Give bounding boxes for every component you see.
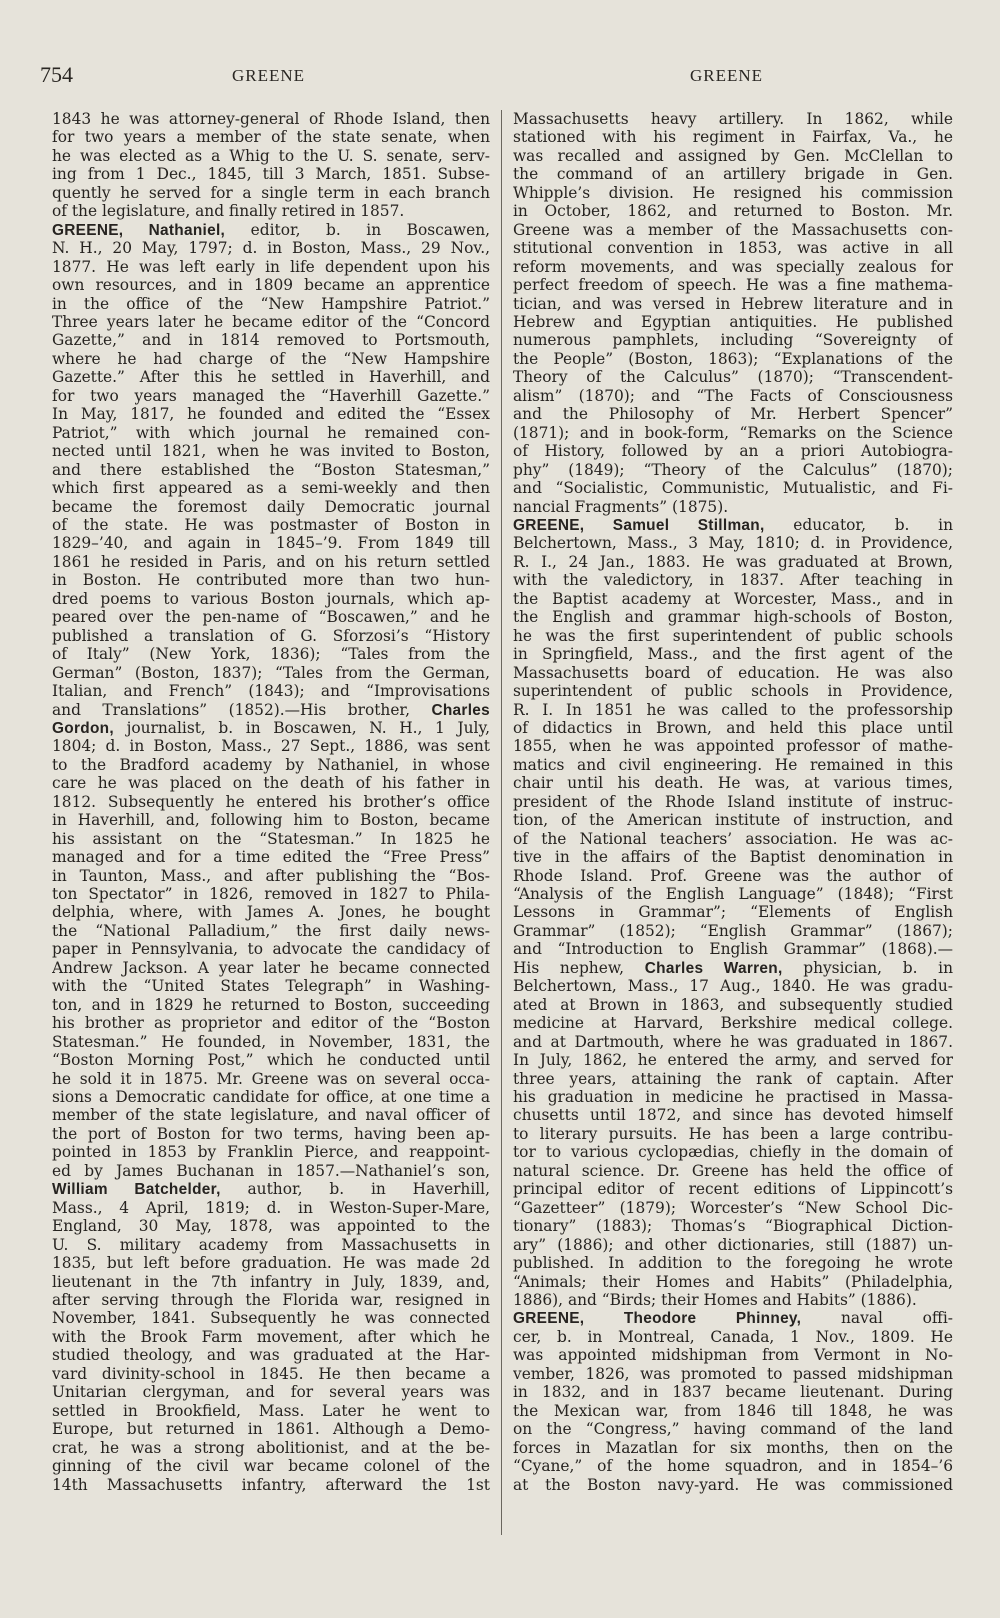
entry-heading: Charles Warren,: [644, 959, 783, 977]
text-line: paper in Pennsylvania, to advocate the candidacy of: [52, 940, 490, 959]
text-line: where he had charge of the “New Hampshire: [52, 349, 490, 368]
text-line: chusetts until 1872, and since has devoted himself: [513, 1106, 953, 1125]
text-line: Grammar” (1852); “English Grammar” (1867);: [513, 921, 953, 940]
text-line: became the foremost daily Democratic journal: [52, 497, 490, 516]
text-line: of History, followed by an a priori Autobiogra-: [513, 442, 953, 461]
text-line: of the National teachers’ association. He was ac-: [513, 829, 953, 848]
text-line: nancial Fragments” (1875).: [513, 497, 729, 516]
text-line: Gazette.” After this he settled in Haverhill, and: [52, 368, 490, 387]
text-line: and the Philosophy of Mr. Herbert Spencer”: [513, 405, 953, 424]
column-divider: [501, 110, 502, 1535]
text-line: ing from 1 Dec., 1845, till 3 March, 1851. Subse-: [52, 165, 490, 184]
text-line: tionary” (1883); Thomas’s “Biographical Diction-: [513, 1217, 953, 1236]
running-head-right: GREENE: [690, 66, 764, 85]
text-line: “Analysis of the English Language” (1848); “First: [513, 885, 953, 904]
text-line: and Translations” (1852).—His brother, Charles: [52, 700, 490, 719]
text-line: 1861 he resided in Paris, and on his return settled: [52, 552, 490, 571]
text-line: ton Spectator” in 1826, removed in 1827 to Phila-: [52, 885, 490, 904]
text-line: in Springfield, Mass., and the first agent of the: [513, 645, 953, 664]
text-line: cer, b. in Montreal, Canada, 1 Nov., 1809. He: [513, 1327, 953, 1346]
text-line: Statesman.” He founded, in November, 1831, the: [52, 1032, 490, 1051]
text-line: he sold it in 1875. Mr. Greene was on several occa-: [52, 1069, 490, 1088]
text-line: England, 30 May, 1878, was appointed to the: [52, 1217, 490, 1236]
text-line: with the “United States Telegraph” in Washing-: [52, 977, 490, 996]
text-line: Greene was a member of the Massachusetts con-: [513, 220, 953, 239]
text-line: published a translation of G. Sforzosi’s “History: [52, 626, 490, 645]
right-column: [513, 110, 953, 1610]
text-line: tion, of the American institute of instruction, and: [513, 811, 953, 830]
entry-heading: GREENE, Nathaniel,: [52, 221, 226, 239]
text-line: medicine at Harvard, Berkshire medical college.: [513, 1014, 953, 1033]
text-line: in October, 1862, and returned to Boston. Mr.: [513, 202, 953, 221]
text-line: Theory of the Calculus” (1870); “Transcendent-: [513, 368, 953, 387]
text-line: stitutional convention in 1853, was active in all: [513, 239, 953, 258]
text-line: November, 1841. Subsequently he was connected: [52, 1309, 490, 1328]
text-line: 1855, when he was appointed professor of mathe-: [513, 737, 953, 756]
text-line: of the state. He was postmaster of Boston in: [52, 515, 490, 534]
text-line: and at Dartmouth, where he was graduated in 1867.: [513, 1032, 953, 1051]
text-line: phy” (1849); “Theory of the Calculus” (1870);: [513, 460, 953, 479]
text-line: tive in the affairs of the Baptist denomination in: [513, 848, 953, 867]
entry-heading: GREENE, Theodore Phinney,: [513, 1310, 802, 1328]
text-line: Massachusetts heavy artillery. In 1862, while: [513, 110, 953, 128]
text-line: his assistant on the “Statesman.” In 1825 he: [52, 829, 490, 848]
text-line: and “Introduction to English Grammar” (1868).—: [513, 940, 953, 959]
text-line: reform movements, and was specially zealous for: [513, 257, 953, 276]
text-line: the port of Boston for two terms, having been ap-: [52, 1124, 490, 1143]
entry-heading: GREENE, Samuel Stillman,: [513, 516, 765, 534]
text-line: ed by James Buchanan in 1857.—Nathaniel’s son,: [52, 1161, 490, 1180]
text-line: was recalled and assigned by Gen. McClellan to: [513, 146, 953, 165]
text-line: principal editor of recent editions of Lippincott’s: [513, 1180, 953, 1199]
text-line: own resources, and in 1809 became an apprentice: [52, 276, 490, 295]
text-line: dred poems to various Boston journals, which ap-: [52, 589, 490, 608]
text-line: natural science. Dr. Greene has held the office of: [513, 1161, 953, 1180]
text-line: sions a Democratic candidate for office, at one time a: [52, 1088, 490, 1107]
text-line: vard divinity-school in 1845. He then became a: [52, 1364, 490, 1383]
text-line: president of the Rhode Island institute of instruc-: [513, 792, 953, 811]
running-header: [0, 62, 1000, 96]
entry-heading: Charles: [431, 701, 490, 719]
text-line: the English and grammar high-schools of Boston,: [513, 608, 953, 627]
text-line: numerous pamphlets, including “Sovereignty of: [513, 331, 953, 350]
text-line: His nephew, Charles Warren, physician, b. in: [513, 958, 953, 977]
text-line: ginning of the civil war became colonel of the: [52, 1457, 490, 1476]
text-line: forces in Mazatlan for six months, then on the: [513, 1438, 953, 1457]
text-line: Lessons in Grammar”; “Elements of English: [513, 903, 953, 922]
text-line: ton, and in 1829 he returned to Boston, succeeding: [52, 995, 490, 1014]
text-line: “Boston Morning Post,” which he conducted until: [52, 1051, 490, 1070]
text-line: tor to various cyclopædias, chiefly in the domain of: [513, 1143, 953, 1162]
text-line: “Animals; their Homes and Habits” (Philadelphia,: [513, 1272, 953, 1291]
text-line: “Gazetteer” (1879); Worcester’s “New School Dic-: [513, 1198, 953, 1217]
text-line: on the “Congress,” having command of the land: [513, 1420, 953, 1439]
text-line: at the Boston navy-yard. He was commissioned: [513, 1475, 953, 1494]
text-line: Belchertown, Mass., 17 Aug., 1840. He was gradu-: [513, 977, 953, 996]
text-line: 1843 he was attorney-general of Rhode Island, then: [52, 110, 490, 128]
text-line: GREENE, Nathaniel, editor, b. in Boscawen,: [52, 220, 490, 239]
text-line: studied theology, and was graduated at the Har-: [52, 1346, 490, 1365]
text-line: managed and for a time edited the “Free Press”: [52, 848, 490, 867]
text-line: ated at Brown in 1863, and subsequently studied: [513, 995, 953, 1014]
text-line: nected until 1821, when he was invited to Boston,: [52, 442, 490, 461]
text-line: the People” (Boston, 1863); “Explanations of the: [513, 349, 953, 368]
text-line: quently he served for a single term in each branch: [52, 183, 490, 202]
page-number: 754: [40, 62, 73, 87]
text-line: In July, 1862, he entered the army, and served for: [513, 1051, 953, 1070]
text-line: with the Brook Farm movement, after which he: [52, 1327, 490, 1346]
text-line: GREENE, Samuel Stillman, educator, b. in: [513, 515, 953, 534]
text-line: the command of an artillery brigade in Gen.: [513, 165, 953, 184]
text-line: ary” (1886); and other dictionaries, still (1887) un-: [513, 1235, 953, 1254]
text-line: chair until his death. He was, at various times,: [513, 774, 953, 793]
text-line: 14th Massachusetts infantry, afterward the 1st: [52, 1475, 490, 1494]
text-line: he was elected as a Whig to the U. S. senate, serv-: [52, 146, 490, 165]
text-line: three years, attaining the rank of captain. After: [513, 1069, 953, 1088]
text-line: 1877. He was left early in life dependent upon his: [52, 257, 490, 276]
text-line: after serving through the Florida war, resigned in: [52, 1291, 490, 1309]
text-line: alism” (1870); and “The Facts of Consciousness: [513, 386, 953, 405]
running-head-left: GREENE: [232, 66, 306, 85]
text-line: he was the first superintendent of public schools: [513, 626, 953, 645]
text-line: Unitarian clergyman, and for several years was: [52, 1383, 490, 1402]
text-line: Whipple’s division. He resigned his commission: [513, 183, 953, 202]
text-line: stationed with his regiment in Fairfax, Va., he: [513, 128, 953, 147]
text-line: 1812. Subsequently he entered his brother’s office: [52, 792, 490, 811]
text-line: in the office of the “New Hampshire Patriot.”: [52, 294, 490, 313]
text-line: William Batchelder, author, b. in Haverhill,: [52, 1180, 490, 1199]
text-line: which first appeared as a semi-weekly and then: [52, 479, 490, 498]
text-line: delphia, where, with James A. Jones, he bought: [52, 903, 490, 922]
left-column: [52, 110, 490, 1610]
text-line: German” (Boston, 1837); “Tales from the German,: [52, 663, 490, 682]
text-line: matics and civil engineering. He remained in this: [513, 755, 953, 774]
text-line: lieutenant in the 7th infantry in July, 1839, and,: [52, 1272, 490, 1291]
text-line: Gazette,” and in 1814 removed to Portsmouth,: [52, 331, 490, 350]
text-line: member of the state legislature, and naval officer of: [52, 1106, 490, 1125]
text-line: peared over the pen-name of “Boscawen,” and he: [52, 608, 490, 627]
text-line: “Cyane,” of the home squadron, and in 1854–’6: [513, 1457, 953, 1476]
text-line: was appointed midshipman from Vermont in No-: [513, 1346, 953, 1365]
text-line: Italian, and French” (1843); and “Improvisations: [52, 682, 490, 701]
text-line: Patriot,” with which journal he remained con-: [52, 423, 490, 442]
text-line: and there established the “Boston Statesman,”: [52, 460, 490, 479]
text-line: (1871); and in book-form, “Remarks on the Science: [513, 423, 953, 442]
text-line: GREENE, Theodore Phinney, naval offi-: [513, 1309, 953, 1328]
text-line: Belchertown, Mass., 3 May, 1810; d. in Providence,: [513, 534, 953, 553]
text-line: in 1832, and in 1837 became lieutenant. During: [513, 1383, 953, 1402]
text-line: Gordon, journalist, b. in Boscawen, N. H., 1 July,: [52, 718, 490, 737]
text-line: N. H., 20 May, 1797; d. in Boston, Mass., 29 Nov.,: [52, 239, 490, 258]
text-line: for two years managed the “Haverhill Gazette.”: [52, 386, 490, 405]
text-line: tician, and was versed in Hebrew literature and in: [513, 294, 953, 313]
text-line: to the Bradford academy by Nathaniel, in whose: [52, 755, 490, 774]
text-line: 1829–’40, and again in 1845–’9. From 1849 till: [52, 534, 490, 553]
text-line: pointed in 1853 by Franklin Pierce, and reappoint-: [52, 1143, 490, 1162]
text-line: the Baptist academy at Worcester, Mass., and in: [513, 589, 953, 608]
text-line: care he was placed on the death of his father in: [52, 774, 490, 793]
text-line: the Mexican war, from 1846 till 1848, he was: [513, 1401, 953, 1420]
text-line: R. I. In 1851 he was called to the professorship: [513, 700, 953, 719]
text-line: Three years later he became editor of the “Concord: [52, 312, 490, 331]
text-line: Hebrew and Egyptian antiquities. He published: [513, 312, 953, 331]
text-line: superintendent of public schools in Providence,: [513, 682, 953, 701]
text-line: to literary pursuits. He has been a large contribu-: [513, 1124, 953, 1143]
text-line: published. In addition to the foregoing he wrote: [513, 1254, 953, 1273]
text-line: R. I., 24 Jan., 1883. He was graduated at Brown,: [513, 552, 953, 571]
text-line: 1804; d. in Boston, Mass., 27 Sept., 1886, was sent: [52, 737, 490, 756]
text-line: Andrew Jackson. A year later he became connected: [52, 958, 490, 977]
text-line: settled in Brookfield, Mass. Later he went to: [52, 1401, 490, 1420]
text-line: his graduation in medicine he practised in Massa-: [513, 1088, 953, 1107]
text-line: 1886), and “Birds; their Homes and Habits” (1886).: [513, 1291, 917, 1309]
text-line: in Taunton, Mass., and after publishing the “Bos-: [52, 866, 490, 885]
text-line: of the legislature, and finally retired in 1857.: [52, 202, 405, 221]
text-line: vember, 1826, was promoted to passed midshipman: [513, 1364, 953, 1383]
text-line: in Haverhill, and, following him to Boston, became: [52, 811, 490, 830]
text-line: of didactics in Brown, and held this place until: [513, 718, 953, 737]
text-line: crat, he was a strong abolitionist, and at the be-: [52, 1438, 490, 1457]
text-line: Massachusetts board of education. He was also: [513, 663, 953, 682]
text-line: Europe, but returned in 1861. Although a Demo-: [52, 1420, 490, 1439]
text-line: Rhode Island. Prof. Greene was the author of: [513, 866, 953, 885]
text-line: 1835, but left before graduation. He was made 2d: [52, 1254, 490, 1273]
entry-heading: Gordon,: [52, 719, 114, 737]
text-line: perfect freedom of speech. He was a fine mathema-: [513, 276, 953, 295]
text-line: of Italy” (New York, 1836); “Tales from the: [52, 645, 490, 664]
text-line: in Boston. He contributed more than two hun-: [52, 571, 490, 590]
text-line: for two years a member of the state senate, when: [52, 128, 490, 147]
text-line: with the valedictory, in 1837. After teaching in: [513, 571, 953, 590]
text-line: In May, 1817, he founded and edited the “Essex: [52, 405, 490, 424]
text-line: U. S. military academy from Massachusetts in: [52, 1235, 490, 1254]
text-line: and “Socialistic, Communistic, Mutualistic, and Fi-: [513, 479, 953, 498]
text-line: his brother as proprietor and editor of the “Boston: [52, 1014, 490, 1033]
text-line: the “National Palladium,” the first daily news-: [52, 921, 490, 940]
text-line: Mass., 4 April, 1819; d. in Weston-Super-Mare,: [52, 1198, 490, 1217]
entry-heading: William Batchelder,: [52, 1181, 221, 1199]
